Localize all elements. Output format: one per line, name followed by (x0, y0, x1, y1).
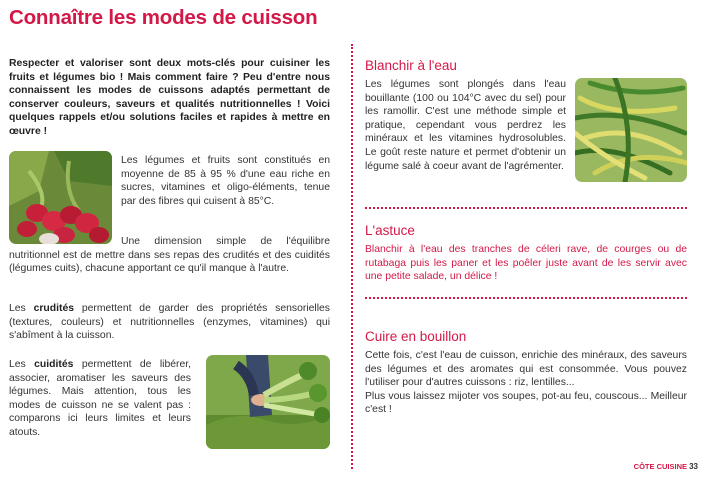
paragraph-blanchir: Les légumes sont plongés dans l'eau bouillante (100 ou 104°C avec du sel) pour les ramollir. C'est une méthode simple et pratique, cependant vous perdrez les minéraux et les vitamines hydrosolubles. Le goût reste nature et permet d'obtenir un légume salé à coeur avant de l'agrémenter. (365, 79, 566, 172)
paragraph-bouillon: Cette fois, c'est l'eau de cuisson, enrichie des minéraux, des saveurs des légumes et des aromates qui est consommée. Vous pouvez l'utiliser pour d'autres cuissons : riz, lentilles... Plus vous laissez mijoter vos soupes, pot-au feu, couscous... Meilleur c'est ! (365, 350, 687, 416)
term-cuidites: cuidités (34, 359, 74, 370)
heading-blanchir: Blanchir à l'eau (365, 58, 457, 73)
footer-label: CÔTE CUISINE (633, 462, 687, 471)
green-beans-image (575, 78, 687, 182)
paragraph-cuidites: Les cuidités permettent de libérer, associer, aromatiser les saveurs des légumes. Mais attention, tous les modes de cuisson ne se valent pas : comparons ici leurs limites et leurs atouts. (9, 359, 192, 438)
page-footer (634, 462, 698, 471)
section-divider-1 (365, 207, 687, 209)
paragraph-crudites: Les crudités permettent de garder des propriétés sensorielles (textures, couleurs) et nutritionnelles (enzymes, vitamines) qui s'abîment à la cuisson. (9, 303, 330, 342)
column-divider (351, 44, 353, 469)
page-title: Connaître les modes de cuisson (9, 6, 318, 29)
radish-image (9, 151, 112, 244)
section-divider-2 (365, 297, 687, 299)
paragraph-equilibre: Une dimension simple de l'équilibre nutritionnel est de mettre dans ses repas des crudités et des cuidités (légumes cuits), chacune apportant ce qu'il manque à l'autre. (9, 236, 330, 275)
paragraph-astuce: Blanchir à l'eau des tranches de céleri rave, de courges ou de rutabaga puis les paner et les poêler juste avant de les servir avec une petite salade, un délice ! (365, 244, 687, 283)
celery-harvest-image (206, 355, 330, 449)
page-number: 33 (689, 462, 698, 471)
heading-astuce: L'astuce (365, 223, 415, 238)
paragraph-eau: Les légumes et fruits sont constitués en moyenne de 85 à 95 % d'une eau riche en sucres, vitamines et oligo-éléments, tenue par des fibres qui cuisent à 85°C. (121, 155, 330, 207)
intro-paragraph: Respecter et valoriser sont deux mots-clés pour cuisiner les fruits et légumes bio ! Mais comment faire ? Peu d'entre nous connaissent les modes de cuissons adaptés permettant de conserver couleurs, saveurs et qualités nutritionnelles ! Voici quelques rappels et/ou solutions faciles et rapides à mettre en œuvre ! (9, 58, 330, 137)
term-crudites: crudités (33, 303, 74, 314)
heading-bouillon: Cuire en bouillon (365, 329, 467, 344)
